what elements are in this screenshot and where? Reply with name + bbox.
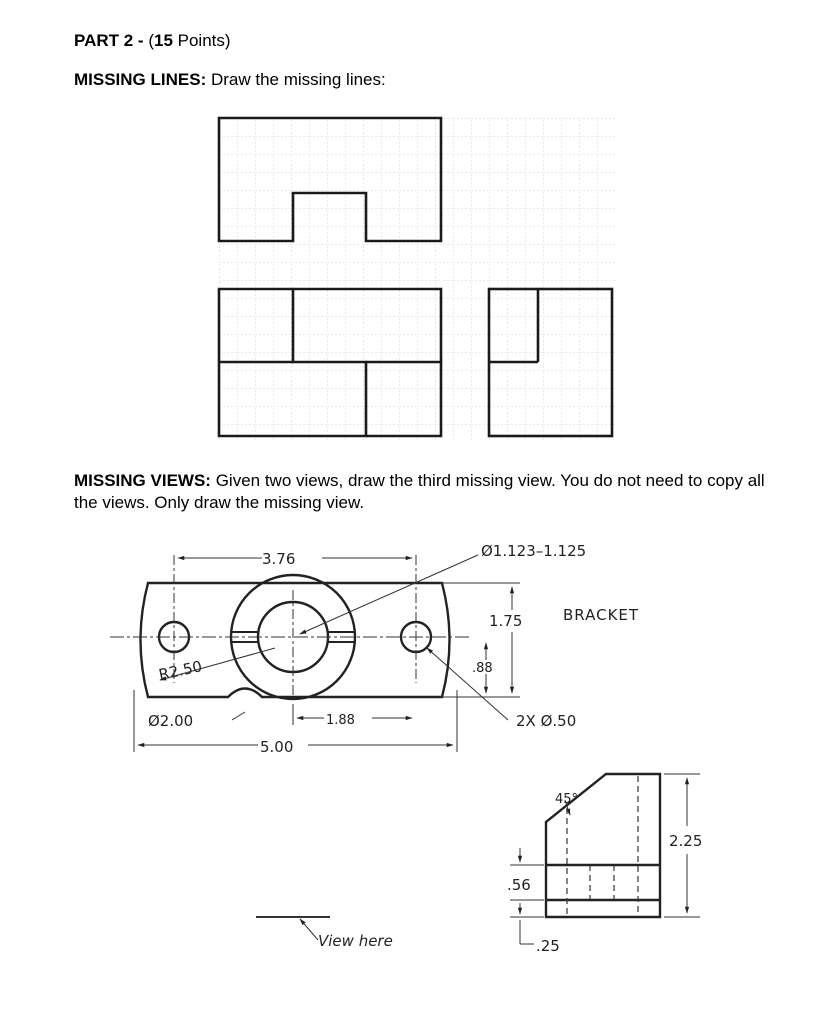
points-value: 15 [153, 31, 173, 50]
missing-lines-figure [219, 118, 615, 440]
view-here-label: View here [318, 932, 393, 950]
missing-lines-heading: MISSING LINES: Draw the missing lines: [74, 70, 386, 89]
dim-hole-spacing: 3.76 [262, 550, 296, 568]
grid-paper [219, 118, 615, 440]
dim-holes: 2X Ø.50 [516, 712, 577, 730]
dim-base: .56 [507, 876, 531, 894]
dim-lip: .25 [536, 937, 560, 955]
dim-hole-offset: .88 [472, 661, 493, 676]
dim-radius: R2.50 [157, 657, 204, 684]
dim-angle: 45° [555, 792, 579, 807]
bracket-plate-outline [141, 583, 450, 697]
dim-slot: 1.88 [326, 713, 355, 728]
dim-height: 1.75 [489, 612, 523, 630]
missing-views-heading: MISSING VIEWS: Given two views, draw the third missing view. You do not need to copy all the views. Only draw the missing view. [74, 471, 765, 512]
part-title: PART 2 - (15 Points) [74, 31, 231, 50]
part-name: BRACKET [563, 606, 640, 624]
dim-boss: Ø2.00 [148, 712, 194, 730]
dim-length: 5.00 [260, 738, 294, 756]
dim-bore: Ø1.123–1.125 [481, 542, 587, 560]
dim-side-height: 2.25 [669, 832, 703, 850]
